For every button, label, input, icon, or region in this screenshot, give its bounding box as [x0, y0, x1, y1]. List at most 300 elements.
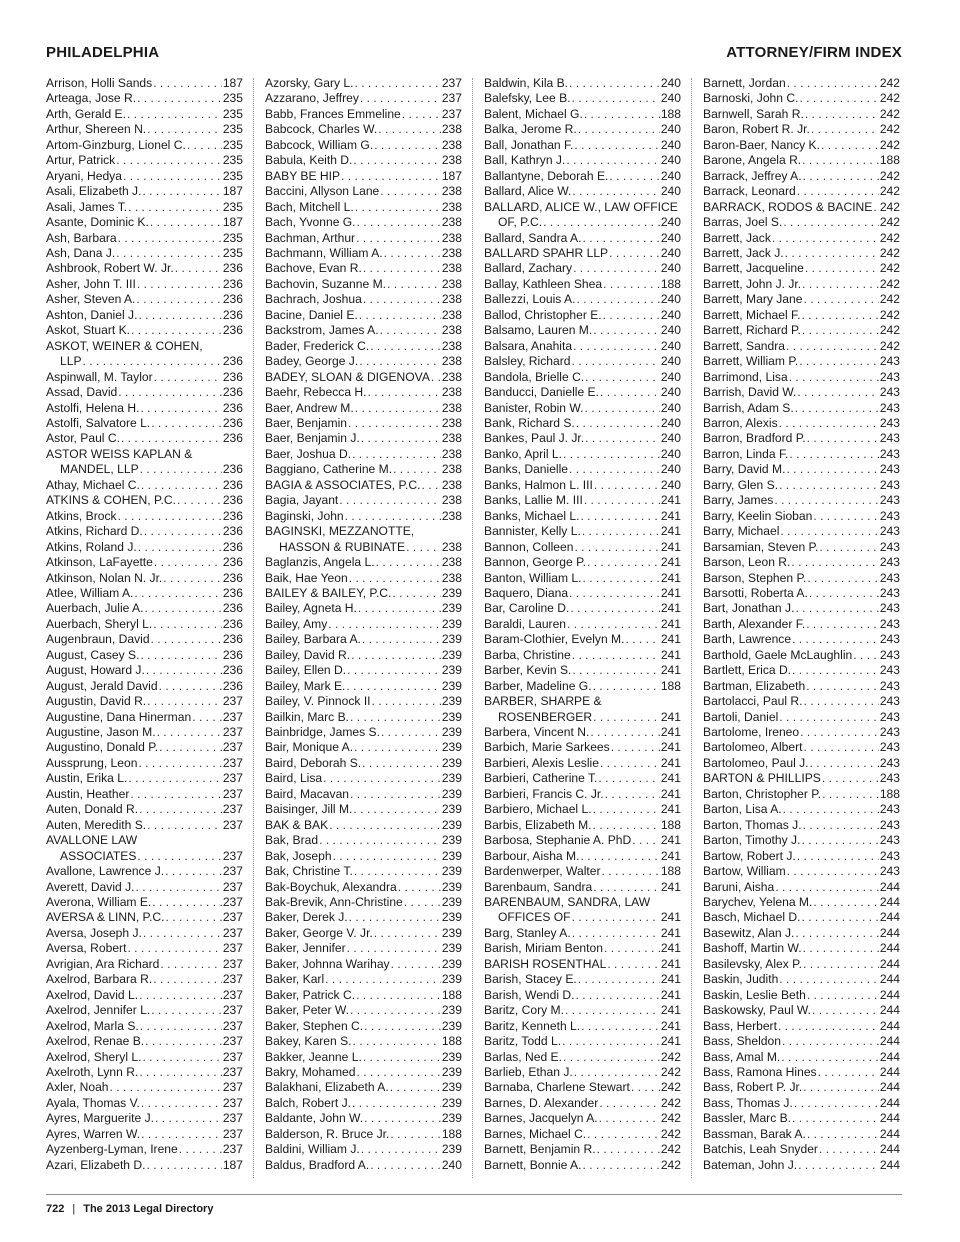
entry-name: Barsotti, Roberta A.	[703, 585, 808, 600]
entry-page: 187	[222, 1157, 243, 1172]
index-entry	[46, 663, 243, 678]
entry-page: 244	[879, 972, 900, 987]
entry-page: 238	[441, 462, 462, 477]
index-entry	[703, 864, 900, 879]
index-entry	[703, 107, 900, 122]
index-entry	[265, 880, 462, 895]
leader-dots	[786, 462, 878, 477]
index-entry	[46, 895, 243, 910]
leader-dots	[585, 431, 660, 446]
index-entry	[265, 308, 462, 323]
entry-name: Barrett, Jacqueline	[703, 261, 804, 276]
leader-dots	[782, 1034, 879, 1049]
index-entry	[484, 1003, 681, 1018]
entry-name: ASTOR WEISS KAPLAN &	[46, 446, 193, 461]
leader-dots	[146, 1158, 221, 1173]
entry-name: AVALLONE LAW	[46, 833, 138, 848]
entry-page: 240	[660, 446, 681, 461]
entry-page: 244	[879, 1157, 900, 1172]
entry-name: August, Jerald David	[46, 678, 158, 693]
index-entry	[703, 370, 900, 385]
entry-page: 241	[660, 925, 681, 940]
index-entry	[703, 1019, 900, 1034]
index-entry	[265, 1019, 462, 1034]
entry-name: Bankes, Paul J. Jr.	[484, 431, 585, 446]
leader-dots	[811, 122, 879, 137]
leader-dots	[353, 1034, 441, 1049]
entry-page: 244	[879, 1142, 900, 1157]
leader-dots	[565, 1003, 660, 1018]
index-entry	[265, 447, 462, 462]
entry-page: 242	[879, 199, 900, 214]
entry-name: Baritz, Todd L.	[484, 1034, 562, 1049]
entry-name: BARENBAUM, SANDRA, LAW	[484, 895, 651, 910]
leader-dots	[779, 972, 879, 987]
entry-name: Bailkin, Marc B.	[265, 709, 350, 724]
index-entry	[484, 880, 681, 895]
entry-name: Barnett, Benjamin R.	[484, 1142, 596, 1157]
entry-name: BAGINSKI, MEZZANOTTE,	[265, 524, 415, 539]
leader-dots	[873, 200, 878, 215]
entry-name: Augustin, David R.	[46, 694, 147, 709]
entry-page: 239	[441, 1018, 462, 1033]
entry-name: Balch, Robert J.	[265, 1095, 352, 1110]
entry-page: 238	[441, 338, 462, 353]
entry-page: 241	[660, 771, 681, 786]
entry-page: 241	[660, 941, 681, 956]
leader-dots	[792, 632, 879, 647]
index-entry	[46, 153, 243, 168]
leader-dots	[607, 957, 660, 972]
entry-name: Ashton, Daniel J.	[46, 307, 138, 322]
leader-dots	[582, 571, 659, 586]
entry-name: Barrett, Jack J.	[703, 245, 784, 260]
entry-name: Balka, Jerome R.	[484, 122, 577, 137]
leader-dots	[605, 787, 660, 802]
entry-name: Barrish, Adam S.	[703, 400, 794, 415]
index-entry	[703, 910, 900, 925]
leader-dots	[118, 231, 222, 246]
index-entry	[265, 354, 462, 369]
index-entry	[703, 1065, 900, 1080]
entry-page: 242	[660, 1080, 681, 1095]
entry-name: Axelrod, Marla S.	[46, 1018, 139, 1033]
index-entry	[46, 277, 243, 292]
entry-page: 241	[660, 725, 681, 740]
entry-page: 239	[441, 1003, 462, 1018]
leader-dots	[775, 880, 879, 895]
leader-dots	[390, 1127, 440, 1142]
index-entry	[703, 76, 900, 91]
index-entry	[265, 138, 462, 153]
leader-dots	[387, 277, 441, 292]
entry-name: Bandola, Brielle C.	[484, 369, 585, 384]
leader-dots	[801, 910, 878, 925]
leader-dots	[328, 617, 441, 632]
leader-dots	[323, 771, 441, 786]
entry-page: 235	[222, 230, 243, 245]
index-entry	[265, 509, 462, 524]
entry-name: Atkinson, LaFayette	[46, 555, 153, 570]
entry-page: 241	[660, 956, 681, 971]
index-entry	[703, 571, 900, 586]
leader-dots	[380, 323, 441, 338]
entry-page: 188	[660, 276, 681, 291]
entry-name: Bass, Robert P. Jr.	[703, 1080, 803, 1095]
entry-page: 237	[222, 1080, 243, 1095]
index-entry	[484, 138, 681, 153]
entry-page: 239	[441, 1065, 462, 1079]
leader-dots	[374, 138, 441, 153]
entry-page: 238	[441, 199, 462, 214]
leader-dots	[349, 571, 441, 586]
index-entry	[703, 540, 900, 555]
leader-dots	[380, 184, 441, 199]
index-entry	[265, 385, 462, 400]
entry-name: Bak, Joseph	[265, 848, 332, 863]
entry-page: 239	[441, 632, 462, 647]
leader-dots	[147, 694, 222, 709]
entry-page: 241	[660, 987, 681, 1002]
entry-page: 235	[222, 168, 243, 183]
entry-name: Barnes, D. Alexander	[484, 1095, 599, 1110]
entry-name: Bassman, Barak A.	[703, 1126, 806, 1141]
leader-dots	[574, 1065, 660, 1080]
entry-page: 241	[660, 740, 681, 755]
entry-name: Baik, Hae Yeon	[265, 570, 348, 585]
leader-dots	[778, 1019, 879, 1034]
leader-dots	[349, 910, 441, 925]
entry-page: 237	[222, 1049, 243, 1064]
index-entry	[484, 462, 681, 477]
entry-name: Barson, Leon R.	[703, 555, 791, 570]
leader-dots	[144, 601, 221, 616]
index-entry	[484, 431, 681, 446]
entry-page: 241	[660, 647, 681, 662]
index-entry	[46, 771, 243, 786]
entry-name: Axelrod, Jennifer L.	[46, 1003, 151, 1018]
leader-dots	[792, 663, 879, 678]
entry-page: 238	[441, 570, 462, 585]
entry-name: Bailey, Amy	[265, 616, 328, 631]
entry-name: Baer, Benjamin J.	[265, 431, 360, 446]
entry-page: 243	[879, 446, 900, 461]
entry-name: Austin, Erika L.	[46, 771, 128, 786]
entry-name: Barish, Wendi D.	[484, 987, 575, 1002]
leader-dots	[563, 447, 660, 462]
entry-page: 235	[222, 199, 243, 214]
entry-page: 239	[441, 1111, 462, 1126]
leader-dots	[584, 401, 659, 416]
index-entry	[46, 957, 243, 972]
entry-name-continued: HASSON & RUBINATE	[279, 539, 406, 554]
index-entry	[703, 1111, 900, 1126]
index-entry	[703, 972, 900, 987]
entry-name: Backstrom, James A.	[265, 323, 379, 338]
entry-name: Barton, Lisa A.	[703, 802, 782, 817]
entry-page: 236	[222, 663, 243, 678]
entry-page: 242	[879, 323, 900, 338]
index-entry	[265, 215, 462, 230]
index-entry	[46, 864, 243, 879]
index-entry	[265, 1111, 462, 1126]
entry-name: Bass, Herbert	[703, 1018, 777, 1033]
entry-page: 235	[222, 137, 243, 152]
leader-dots	[803, 169, 879, 184]
leader-dots	[582, 524, 660, 539]
index-entry	[703, 988, 900, 1003]
entry-page: 243	[879, 740, 900, 755]
entry-page: 236	[222, 431, 243, 446]
index-entry	[46, 1127, 243, 1142]
index-entry	[484, 1127, 681, 1142]
index-entry	[484, 740, 681, 755]
index-entry	[265, 632, 462, 647]
leader-dots	[807, 431, 879, 446]
index-entry	[703, 339, 900, 354]
index-entry	[703, 1142, 900, 1157]
entry-page: 242	[660, 1126, 681, 1141]
entry-page: 240	[660, 137, 681, 152]
leader-dots	[361, 1142, 441, 1157]
entry-name: Batchis, Leah Snyder	[703, 1142, 818, 1157]
entry-page: 237	[222, 987, 243, 1002]
entry-page: 239	[441, 771, 462, 786]
entry-page: 244	[879, 1049, 900, 1064]
index-entry	[265, 1158, 462, 1173]
index-entry	[46, 756, 243, 771]
footer-separator: |	[72, 1203, 76, 1215]
leader-dots	[632, 833, 660, 848]
index-entry	[484, 972, 681, 987]
leader-dots	[329, 818, 441, 833]
entry-page: 239	[441, 786, 462, 801]
index-entry	[46, 617, 243, 632]
leader-dots	[801, 833, 878, 848]
entry-page: 237	[441, 91, 462, 106]
index-entry	[265, 601, 462, 616]
entry-name: Barbour, Aisha M.	[484, 848, 580, 863]
entry-page: 236	[222, 323, 243, 338]
leader-dots	[175, 261, 222, 276]
entry-page: 237	[441, 106, 462, 121]
index-entry	[703, 493, 900, 508]
entry-name: Astolfi, Helena H.	[46, 400, 140, 415]
entry-page: 187	[441, 168, 462, 183]
entry-name: Bartoli, Daniel	[703, 709, 779, 724]
entry-page: 242	[660, 1157, 681, 1172]
index-entry	[703, 91, 900, 106]
index-entry	[484, 308, 681, 323]
entry-name: BAK & BAK	[265, 817, 329, 832]
index-entry	[703, 849, 900, 864]
leader-dots	[787, 76, 879, 91]
entry-page: 240	[660, 292, 681, 307]
entry-name: Balsara, Anahita	[484, 338, 573, 353]
entry-page: 244	[879, 895, 900, 910]
index-entry	[46, 1111, 243, 1126]
entry-name: Barrack, Leonard	[703, 184, 796, 199]
index-entry	[265, 663, 462, 678]
entry-name: Avrigian, Ara Richard	[46, 956, 160, 971]
entry-name: Bakry, Mohamed	[265, 1065, 356, 1079]
entry-name: Ballantyne, Deborah E.	[484, 168, 609, 183]
entry-page: 240	[660, 354, 681, 369]
leader-dots	[582, 231, 659, 246]
entry-page: 243	[879, 400, 900, 415]
index-entry	[484, 416, 681, 431]
entry-page: 235	[222, 153, 243, 168]
leader-dots	[364, 1019, 441, 1034]
entry-name: Baritz, Kenneth L.	[484, 1018, 581, 1033]
entry-name: Basewitz, Alan J.	[703, 925, 795, 940]
leader-dots	[609, 246, 660, 261]
leader-dots	[597, 1142, 660, 1157]
entry-name: Barry, Michael	[703, 524, 780, 539]
index-entry	[265, 787, 462, 802]
entry-name: Babcock, William G.	[265, 137, 374, 152]
leader-dots	[783, 215, 879, 230]
entry-name: Arrison, Holli Sands	[46, 76, 153, 90]
leader-dots	[393, 462, 441, 477]
entry-page: 239	[441, 1080, 462, 1095]
entry-name: BARRACK, RODOS & BACINE	[703, 199, 873, 214]
entry-page: 240	[660, 462, 681, 477]
index-entry	[484, 632, 681, 647]
index-entry	[265, 818, 462, 833]
entry-page: 237	[222, 1018, 243, 1033]
entry-name: Baskowsky, Paul W.	[703, 1003, 811, 1018]
leader-dots	[574, 540, 659, 555]
leader-dots	[368, 385, 441, 400]
index-entry	[46, 416, 243, 431]
index-entry	[703, 1158, 900, 1173]
leader-dots	[145, 1034, 222, 1049]
index-entry	[265, 648, 462, 663]
entry-name: Basilevsky, Alex P.	[703, 956, 803, 971]
index-entry	[703, 231, 900, 246]
entry-name: Asali, James T.	[46, 199, 128, 214]
entry-name: Auerbach, Julie A.	[46, 601, 144, 616]
index-column-3	[484, 76, 681, 1176]
entry-name: Ballay, Kathleen Shea	[484, 276, 603, 291]
entry-name: Barrish, David W.	[703, 385, 797, 400]
entry-page: 244	[879, 1018, 900, 1033]
entry-page: 239	[441, 1095, 462, 1110]
entry-name: Augenbraun, David	[46, 632, 150, 647]
entry-name: Ballard, Alice W.	[484, 184, 572, 199]
leader-dots	[795, 926, 878, 941]
leader-dots	[319, 833, 441, 848]
entry-name: Axelroth, Lynn R.	[46, 1065, 139, 1079]
entry-page: 242	[879, 168, 900, 183]
index-entry	[265, 478, 462, 493]
entry-name: Barron, Bradford P.	[703, 431, 806, 446]
entry-name: Banducci, Danielle E.	[484, 385, 599, 400]
entry-name: Bartow, William	[703, 864, 786, 879]
index-entry	[265, 895, 462, 910]
leader-dots	[139, 988, 222, 1003]
leader-dots	[154, 370, 222, 385]
leader-dots	[600, 385, 660, 400]
index-entry	[484, 91, 681, 106]
leader-dots	[801, 308, 878, 323]
leader-dots	[573, 261, 660, 276]
leader-dots	[350, 787, 441, 802]
leader-dots	[602, 864, 660, 879]
entry-name: Barton, Timothy J.	[703, 833, 801, 848]
entry-continuation	[46, 462, 243, 477]
entry-name: Atkins, Roland J.	[46, 539, 137, 554]
entry-name: Arth, Gerald E.	[46, 106, 126, 121]
entry-page: 240	[660, 307, 681, 322]
entry-page: 244	[879, 1126, 900, 1141]
entry-page: 242	[660, 1049, 681, 1064]
entry-name: Barrett, William P.	[703, 354, 799, 369]
index-entry	[265, 401, 462, 416]
entry-name: Barnwell, Sarah R.	[703, 106, 804, 121]
entry-page: 244	[879, 941, 900, 956]
entry-name: Barthold, Gaele McLaughlin	[703, 647, 853, 662]
leader-dots	[353, 153, 440, 168]
entry-page: 244	[879, 879, 900, 894]
entry-name: Barbosa, Stephanie A. PhD	[484, 833, 632, 848]
leader-dots	[593, 323, 660, 338]
entry-name: Aussprung, Leon	[46, 755, 138, 770]
index-entry	[265, 926, 462, 941]
entry-name: Bassler, Marc B.	[703, 1111, 792, 1126]
entry-page: 238	[441, 245, 462, 260]
index-entry	[265, 416, 462, 431]
index-entry	[46, 787, 243, 802]
leader-dots	[348, 416, 441, 431]
leader-dots	[140, 648, 221, 663]
leader-dots	[341, 169, 441, 184]
leader-dots	[141, 478, 222, 493]
page-header	[46, 44, 902, 64]
entry-page: 241	[660, 833, 681, 848]
index-entry	[703, 447, 900, 462]
entry-page: 240	[660, 261, 681, 276]
leader-dots	[402, 107, 441, 122]
index-entry	[46, 601, 243, 616]
leader-dots	[356, 988, 441, 1003]
entry-name: Baram-Clothier, Evelyn M.	[484, 632, 625, 647]
leader-dots	[363, 261, 441, 276]
index-entry	[265, 802, 462, 817]
entry-name: Averett, David J.	[46, 879, 135, 894]
entry-name: Basch, Michael D.	[703, 910, 801, 925]
leader-dots	[362, 632, 441, 647]
entry-name: Barbieri, Catherine T.	[484, 771, 598, 786]
leader-dots	[352, 447, 441, 462]
index-entry	[46, 1050, 243, 1065]
entry-page: 188	[441, 987, 462, 1002]
index-entry	[46, 1142, 243, 1157]
entry-page: 236	[222, 678, 243, 693]
leader-dots	[354, 864, 441, 879]
entry-continuation	[484, 215, 681, 230]
entry-name: Barbera, Vincent N.	[484, 725, 590, 740]
entry-name: Barnes, Jacquelyn A.	[484, 1111, 598, 1126]
index-entry	[265, 740, 462, 755]
leader-dots	[138, 756, 221, 771]
leader-dots	[137, 277, 222, 292]
leader-dots	[152, 895, 222, 910]
entry-page: 241	[660, 879, 681, 894]
leader-dots	[356, 231, 441, 246]
entry-page: 237	[222, 848, 243, 863]
